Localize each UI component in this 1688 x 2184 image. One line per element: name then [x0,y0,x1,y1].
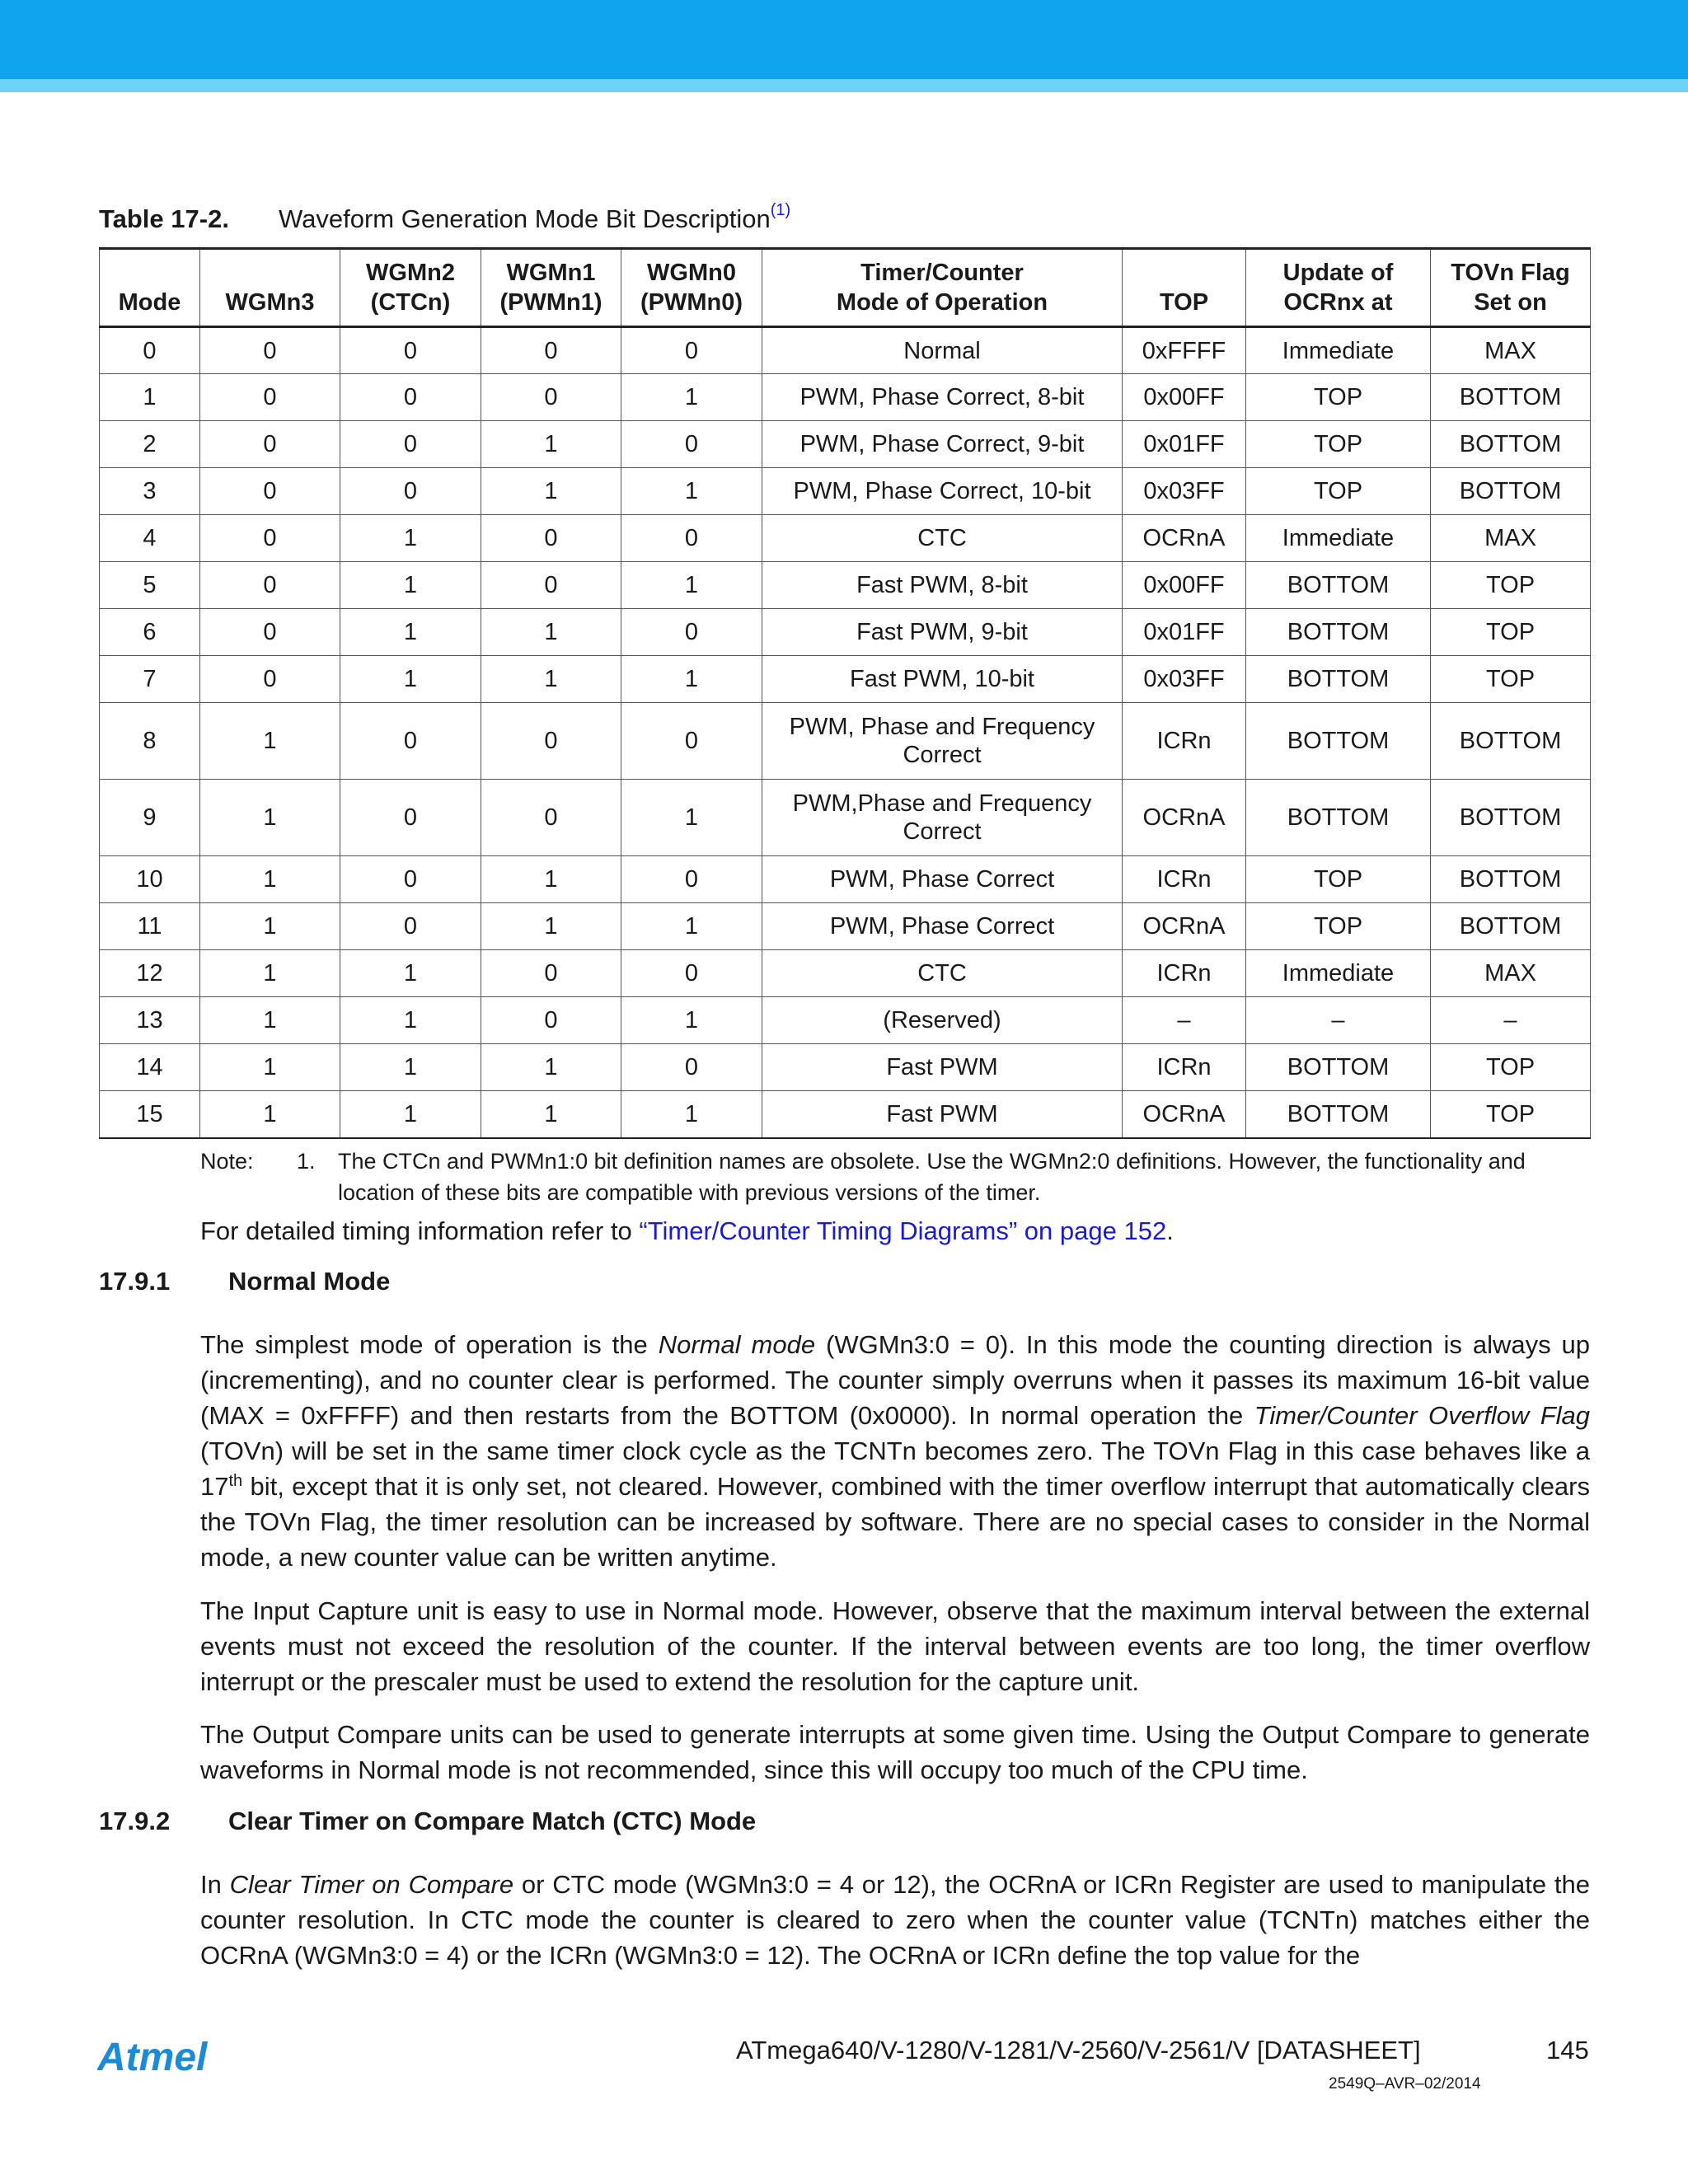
text-run: or CTC mode (WGMn3:0 = 4 or 12), the OCRnA or ICRn Register are used to manipulate the counter resolution. In CTC mode the counter is cleared to zero when the counter value (TCNTn) matches either the OCRnA (WGMn3:0 = 4) or the ICRn (WGMn3:0 = 12). The OCRnA or ICRn define the top value for the [200,1870,1591,1970]
table-row [100,327,1591,374]
text-run: In [200,1870,230,1899]
table-cell: 13 [100,997,200,1044]
table-cell: 0 [481,515,621,562]
table-row [100,1044,1591,1091]
table-cell: 3 [100,468,200,515]
column-header [1123,249,1246,327]
table-cell: BOTTOM [1431,421,1591,468]
table-cell: 0 [200,421,340,468]
table-cell: MAX [1431,950,1591,997]
table-cell: BOTTOM [1431,903,1591,950]
table-cell: ICRn [1123,703,1246,780]
table-cell: 0x01FF [1123,609,1246,656]
table-cell: 0 [621,327,762,374]
table-cell: Normal [762,327,1123,374]
table-cell: PWM, Phase Correct, 9-bit [762,421,1123,468]
table-cell: TOP [1431,656,1591,703]
table-cell: (Reserved) [762,997,1123,1044]
column-header [100,249,200,327]
table-cell: TOP [1246,468,1431,515]
table-cell: 1 [621,903,762,950]
table-cell: BOTTOM [1431,856,1591,903]
table-cell: 1 [200,903,340,950]
table-cell: 2 [100,421,200,468]
table-cell: 0 [100,327,200,374]
table-cell: CTC [762,515,1123,562]
table-cell: 1 [340,997,481,1044]
table-cell: 1 [200,997,340,1044]
table-cell: 1 [100,374,200,421]
table-row [100,374,1591,421]
emphasis-overflow-flag: Timer/Counter Overflow Flag [1254,1401,1591,1430]
note-number: 1. [297,1149,316,1174]
table-cell: PWM, Phase and Frequency Correct [762,703,1123,780]
table-cell: 1 [200,703,340,780]
column-header-line: WGMn0 [647,260,736,286]
table-cell: OCRnA [1123,1091,1246,1138]
column-header-line: WGMn1 [506,260,596,286]
table-cell: 0 [481,374,621,421]
emphasis-normal-mode: Normal mode [658,1330,816,1359]
table-row [100,856,1591,903]
table-cell: 1 [340,1044,481,1091]
table-footnote-ref[interactable]: (1) [770,201,791,219]
table-cell: Fast PWM [762,1091,1123,1138]
table-row [100,609,1591,656]
table-cell: 10 [100,856,200,903]
table-row [100,703,1591,780]
table-cell: BOTTOM [1431,703,1591,780]
timing-reference [200,1213,1590,1249]
table-cell: OCRnA [1123,515,1246,562]
table-cell: 1 [621,1091,762,1138]
table-cell: MAX [1431,515,1591,562]
table-cell: 1 [621,374,762,421]
table-cell: 12 [100,950,200,997]
table-cell: 0 [481,997,621,1044]
table-cell: 1 [340,562,481,609]
table-cell: 1 [200,856,340,903]
table-row [100,903,1591,950]
table-cell: BOTTOM [1431,468,1591,515]
table-cell: BOTTOM [1431,780,1591,856]
section-number-2: 17.9.2 [99,1807,171,1835]
table-row [100,515,1591,562]
table-cell: 0x01FF [1123,421,1246,468]
table-cell: OCRnA [1123,903,1246,950]
document-title: ATmega640/V-1280/V-1281/V-2560/V-2561/V [DATASHEET] [736,2036,1421,2064]
table-cell: PWM, Phase Correct, 10-bit [762,468,1123,515]
table-cell: 0 [340,421,481,468]
table-cell: ICRn [1123,1044,1246,1091]
ctc-mode-paragraph-1 [200,1867,1590,1973]
table-cell: 1 [621,997,762,1044]
table-cell: Immediate [1246,327,1431,374]
header-band [0,0,1688,79]
table-cell: Fast PWM, 10-bit [762,656,1123,703]
table-cell: BOTTOM [1431,374,1591,421]
table-cell: 0 [200,515,340,562]
table-cell: 1 [340,950,481,997]
table-cell: 0 [621,609,762,656]
table-cell: Immediate [1246,515,1431,562]
table-cell: 1 [481,656,621,703]
table-cell: 1 [481,903,621,950]
column-header-line: WGMn2 [366,260,455,286]
table-cell: 1 [621,562,762,609]
table-cell: TOP [1246,903,1431,950]
waveform-mode-table [99,247,1591,1139]
section-title-1: Normal Mode [228,1267,391,1296]
table-cell: 0x00FF [1123,562,1246,609]
table-header-row [100,249,1591,327]
table-cell: 0 [200,374,340,421]
note-label: Note: [200,1149,254,1174]
table-cell: 0xFFFF [1123,327,1246,374]
table-cell: TOP [1431,1091,1591,1138]
table-cell: 1 [621,656,762,703]
table-cell: 0 [340,780,481,856]
table-cell: 4 [100,515,200,562]
table-cell: – [1431,997,1591,1044]
table-cell: Fast PWM, 9-bit [762,609,1123,656]
table-cell: TOP [1431,562,1591,609]
column-header-line: (CTCn) [370,289,451,316]
table-row [100,421,1591,468]
table-cell: 0 [481,950,621,997]
table-cell: 6 [100,609,200,656]
atmel-logo-text: Atmel [97,2036,208,2079]
table-cell: 0 [200,468,340,515]
table-cell: PWM,Phase and Frequency Correct [762,780,1123,856]
table-cell: 0 [340,374,481,421]
table-cell: 1 [481,1091,621,1138]
table-cell: CTC [762,950,1123,997]
table-cell: 0 [481,703,621,780]
table-cell: TOP [1246,421,1431,468]
table-cell: 0x00FF [1123,374,1246,421]
header-stripe [0,79,1688,92]
table-cell: 1 [481,468,621,515]
text-run: (TOVn) will be set in the same timer clock cycle as the TCNTn becomes zero. The TOVn Flag in this case behaves like a 17 [200,1436,1590,1501]
column-header-line: Timer/Counter [860,260,1024,286]
table-cell: TOP [1431,1044,1591,1091]
table-cell: 1 [200,1091,340,1138]
table-cell: 1 [481,856,621,903]
atmel-logo [97,2036,237,2083]
column-header-line: Update of [1282,260,1394,286]
table-cell: 1 [481,421,621,468]
normal-mode-paragraph-2: The Input Capture unit is easy to use in Normal mode. However, observe that the maximum interval between the external events must not exceed the resolution of the counter. If the interval between events are too long, the timer overflow interrupt or the prescaler must be used to extend the resolution for the capture unit. [200,1596,1590,1696]
table-cell: 0 [621,950,762,997]
emphasis-clear-timer: Clear Timer on Compare [229,1870,514,1899]
table-cell: 0 [340,703,481,780]
column-header-line: TOVn Flag [1451,260,1570,286]
table-cell: 15 [100,1091,200,1138]
table-caption [99,201,791,234]
table-cell: 0 [340,327,481,374]
table-cell: 8 [100,703,200,780]
table-cell: 0 [340,468,481,515]
column-header [481,249,621,327]
superscript-th: th [228,1472,243,1490]
column-header-line: (PWMn0) [640,289,743,316]
column-header-line: Mode of Operation [836,289,1048,316]
table-cell: TOP [1246,856,1431,903]
column-header [1246,249,1431,327]
document-code: 2549Q–AVR–02/2014 [1329,2075,1481,2093]
column-header [1431,249,1591,327]
text-run: The simplest mode of operation is the [200,1330,659,1359]
table-cell: 1 [340,656,481,703]
table-cell: 1 [340,609,481,656]
table-cell: 0 [200,327,340,374]
table-cell: PWM, Phase Correct, 8-bit [762,374,1123,421]
timing-ref-period: . [1166,1216,1174,1245]
table-title [279,201,791,234]
normal-mode-paragraph-1 [200,1327,1590,1575]
table-cell: 0 [621,515,762,562]
table-cell: 0 [621,421,762,468]
column-header [762,249,1123,327]
table-cell: OCRnA [1123,780,1246,856]
section-title-2: Clear Timer on Compare Match (CTC) Mode [228,1807,757,1835]
table-cell: 0 [481,327,621,374]
table-row [100,780,1591,856]
table-label: Table 17-2. [99,204,229,233]
table-cell: BOTTOM [1246,780,1431,856]
timing-ref-text: For detailed timing information refer to [200,1216,640,1245]
table-cell: 0x03FF [1123,656,1246,703]
column-header [340,249,481,327]
table-cell: – [1123,997,1246,1044]
text-run: bit, except that it is only set, not cleared. However, combined with the timer overflow interrupt that automatically clears the TOVn Flag, the timer resolution can be increased by software. There are no special cases to consider in the Normal mode, a new counter value can be written anytime. [200,1472,1590,1572]
column-header-line: OCRnx at [1283,289,1393,316]
column-header [621,249,762,327]
table-cell: 0 [340,856,481,903]
table-cell: Immediate [1246,950,1431,997]
table-row [100,1091,1591,1138]
table-cell: 0 [621,856,762,903]
column-header [200,249,340,327]
section-number-1: 17.9.1 [99,1267,171,1296]
table-cell: TOP [1431,609,1591,656]
table-cell: 11 [100,903,200,950]
table-cell: 1 [340,515,481,562]
table-cell: 0 [621,703,762,780]
table-cell: 1 [481,1044,621,1091]
table-cell: ICRn [1123,856,1246,903]
table-cell: Fast PWM, 8-bit [762,562,1123,609]
column-header-line: (PWMn1) [499,289,603,316]
table-cell: 1 [200,1044,340,1091]
table-cell: 0 [621,1044,762,1091]
table-cell: BOTTOM [1246,1044,1431,1091]
table-row [100,656,1591,703]
table-cell: TOP [1246,374,1431,421]
table-cell: 9 [100,780,200,856]
table-cell: 7 [100,656,200,703]
timing-diagrams-link[interactable]: “Timer/Counter Timing Diagrams” on page 152 [639,1216,1167,1245]
table-row [100,468,1591,515]
column-header-line: Set on [1474,289,1547,316]
table-row [100,997,1591,1044]
page-number: 145 [1546,2036,1589,2064]
table-cell: 5 [100,562,200,609]
table-cell: BOTTOM [1246,1091,1431,1138]
table-cell: 14 [100,1044,200,1091]
table-cell: 0x03FF [1123,468,1246,515]
table-cell: 0 [340,903,481,950]
table-cell: 0 [200,562,340,609]
table-cell: MAX [1431,327,1591,374]
table-title-text: Waveform Generation Mode Bit Description [279,204,771,233]
table-cell: 1 [621,780,762,856]
table-cell: BOTTOM [1246,562,1431,609]
column-header-line: WGMn3 [225,289,315,316]
table-cell: 0 [481,562,621,609]
table-cell: 1 [200,780,340,856]
table-cell: 1 [481,609,621,656]
table-cell: 0 [481,780,621,856]
table-cell: BOTTOM [1246,609,1431,656]
table-cell: 0 [200,656,340,703]
table-cell: BOTTOM [1246,703,1431,780]
table-cell: ICRn [1123,950,1246,997]
normal-mode-paragraph-3: The Output Compare units can be used to generate interrupts at some given time. Using the Output Compare to generate waveforms in Normal mode is not recommended, since this will occupy too much of the CPU time. [200,1720,1590,1784]
table-cell: PWM, Phase Correct [762,856,1123,903]
table-cell: 1 [340,1091,481,1138]
column-header-line: Mode [118,289,181,316]
note-text: The CTCn and PWMn1:0 bit definition names are obsolete. Use the WGMn2:0 definitions. However, the functionality and location of these bits are compatible with previous versions of the timer. [338,1149,1526,1205]
table-cell: PWM, Phase Correct [762,903,1123,950]
table-cell: – [1246,997,1431,1044]
table-cell: 0 [200,609,340,656]
text-run: (WGMn3:0 = 0). In this mode the counting direction is always up (incrementing), and no counter clear is performed. The counter simply overruns when it passes its maximum 16-bit value (MAX = 0xFFFF) and then restarts from the BOTTOM (0x0000). In normal operation the [200,1330,1590,1430]
table-row [100,950,1591,997]
table-cell: 1 [200,950,340,997]
table-cell: BOTTOM [1246,656,1431,703]
table-row [100,562,1591,609]
column-header-line: TOP [1159,289,1209,316]
table-cell: 1 [621,468,762,515]
table-cell: Fast PWM [762,1044,1123,1091]
